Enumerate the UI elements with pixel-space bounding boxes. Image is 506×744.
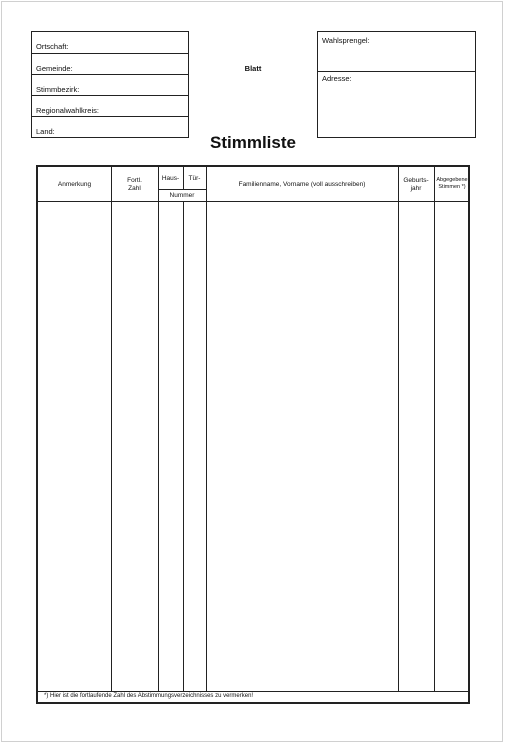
col-divider-geburtsjahr <box>434 167 435 691</box>
field-ortschaft[interactable] <box>32 32 188 53</box>
col-divider-name <box>398 167 399 691</box>
col-divider-tuer <box>206 167 207 691</box>
col-header-geburtsjahr-line1: Geburts- <box>403 177 429 184</box>
field-regionalwahlkreis[interactable] <box>32 95 188 117</box>
col-header-fortl-line1: Fortl. <box>127 177 142 184</box>
nummer-subheader-line <box>158 189 206 190</box>
wahlsprengel-box <box>317 31 476 138</box>
adresse-label: Adresse: <box>322 74 352 83</box>
col-header-haus: Haus- <box>161 175 180 182</box>
field-gemeinde-label: Gemeinde: <box>36 64 73 73</box>
blatt-label: Blatt <box>244 64 262 73</box>
col-header-tuer: Tür- <box>188 175 201 182</box>
wahlsprengel-divider <box>318 71 475 72</box>
page-title: Stimmliste <box>210 133 296 152</box>
footnote: *) Hier ist die fortlaufende Zahl des Abstimmungsverzeichnisses zu vermerken! <box>44 693 254 699</box>
field-stimmbezirk[interactable] <box>32 74 188 96</box>
col-header-fortl-line2: Zahl <box>128 185 141 193</box>
header-bottom-line <box>38 201 468 202</box>
col-header-stimmen-line2: Stimmen *) <box>438 183 466 190</box>
col-header-geburtsjahr-line2: jahr <box>410 185 422 193</box>
field-land[interactable] <box>32 116 188 138</box>
col-divider-fortl <box>158 167 159 691</box>
field-gemeinde[interactable] <box>32 53 188 75</box>
location-info-box <box>31 31 189 138</box>
field-ortschaft-label: Ortschaft: <box>36 42 69 51</box>
field-regionalwahlkreis-label: Regionalwahlkreis: <box>36 106 99 115</box>
wahlsprengel-label: Wahlsprengel: <box>322 36 370 45</box>
col-header-stimmen-line1: Abgegebene <box>436 177 468 183</box>
col-divider-anmerkung <box>111 167 112 691</box>
stimmliste-table <box>36 165 470 704</box>
col-header-anmerkung: Anmerkung <box>57 181 92 188</box>
col-divider-haus <box>183 201 184 691</box>
col-header-fortl-zahl <box>111 177 158 193</box>
col-header-name: Familienname, Vorname (voll ausschreiben) <box>238 181 366 188</box>
col-header-stimmen <box>434 177 470 191</box>
footnote-top-line <box>38 691 468 692</box>
col-header-nummer: Nummer <box>169 192 195 199</box>
field-land-label: Land: <box>36 127 55 136</box>
field-stimmbezirk-label: Stimmbezirk: <box>36 85 80 94</box>
col-header-geburtsjahr <box>398 177 434 193</box>
